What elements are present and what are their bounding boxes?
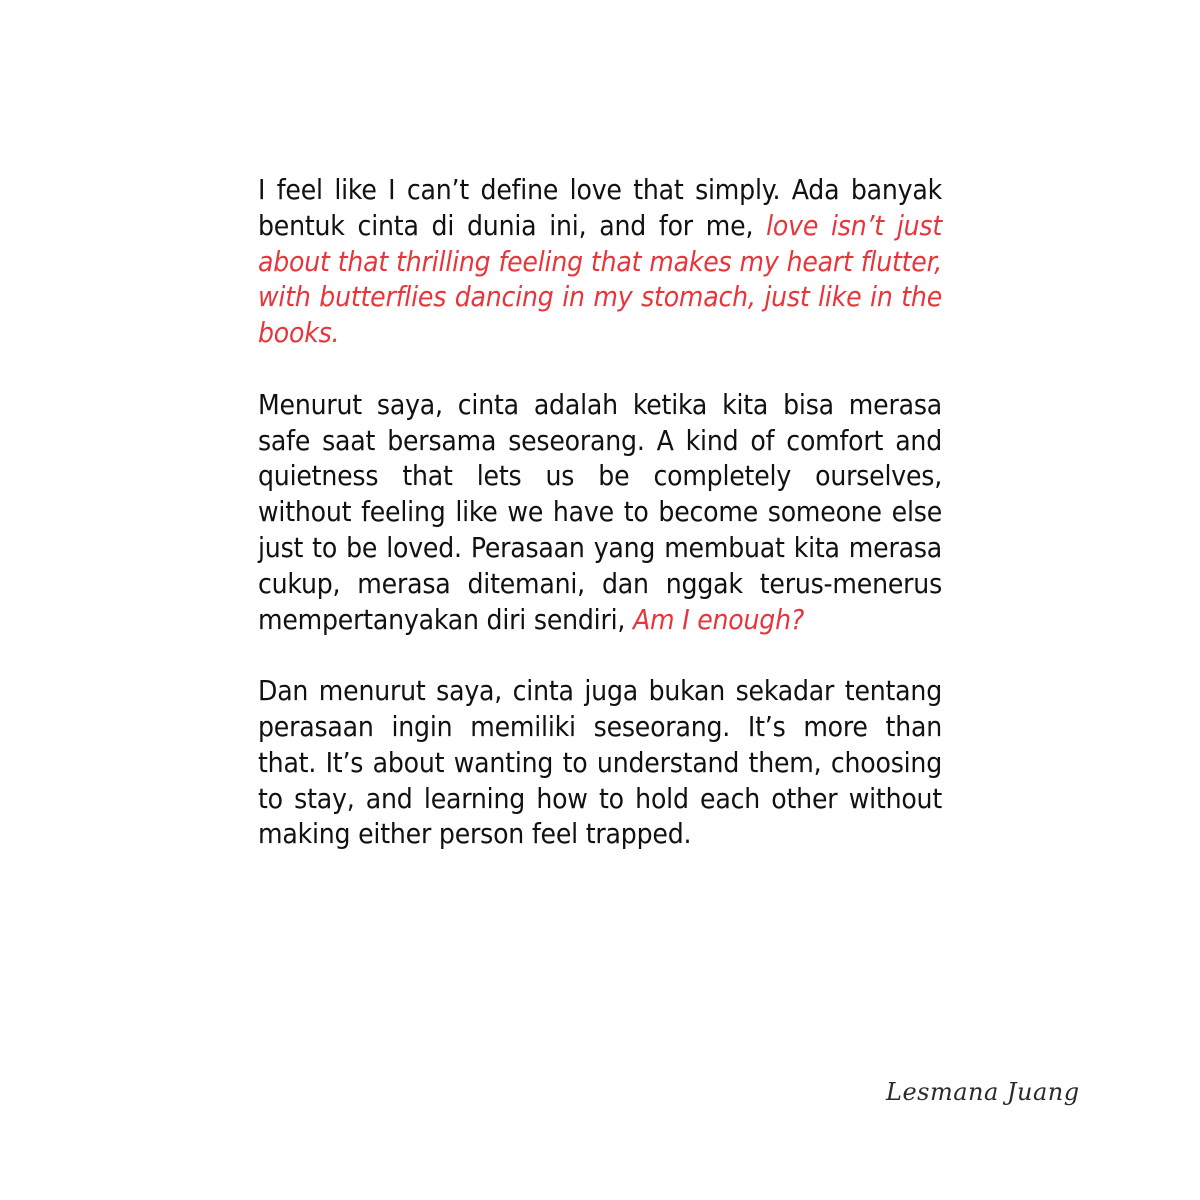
paragraph-1-text: I feel like I can’t define love that simply. Ada banyak bentuk cinta di dunia ini, and for me, (258, 173, 942, 242)
paragraph-1 (258, 172, 942, 351)
paragraph-1-highlight: love isn’t just about that thrilling feeling that makes my heart flutter, with butterflies dancing in my stomach, just like in the books. (258, 208, 942, 350)
paragraph-2 (258, 387, 942, 638)
paragraph-3-text: Dan menurut saya, cinta juga bukan sekadar tentang perasaan ingin memiliki seseorang. It’s more than that. It’s about wanting to understand them, choosing to stay, and learning how to hold each other without making either person feel trapped. (258, 674, 942, 851)
paragraph-3 (258, 673, 942, 852)
author-signature: Lesmana Juang (886, 1078, 1080, 1106)
paragraph-2-highlight: Am I enough? (633, 602, 805, 636)
essay-text (258, 172, 942, 852)
paragraph-2-text: Menurut saya, cinta adalah ketika kita bisa merasa safe saat bersama seseorang. A kind of comfort and quietness that lets us be completely ourselves, without feeling like we have to become someone else just to be loved. Perasaan yang membuat kita merasa cukup, merasa ditemani, dan nggak terus-menerus mempertanyakan diri sendiri, (258, 387, 942, 636)
